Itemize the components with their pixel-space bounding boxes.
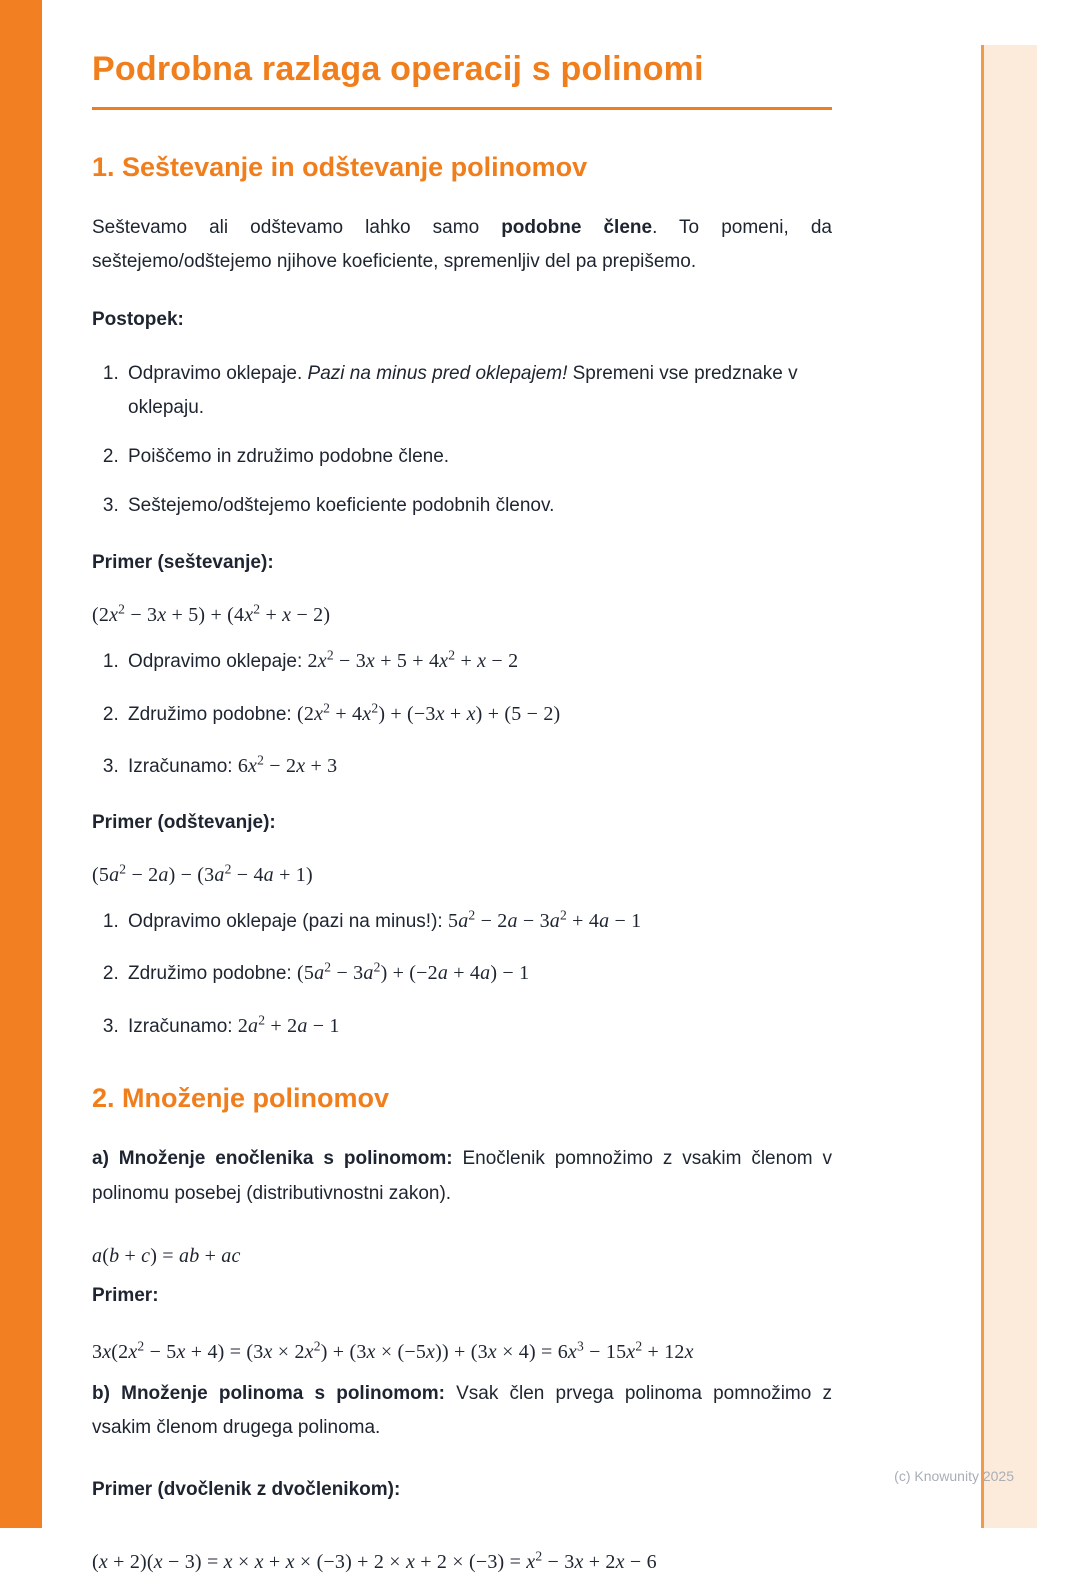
step-text: Združimo podobne: (128, 703, 297, 725)
list-item (124, 751, 832, 782)
step-text: Izračunamo: (128, 1015, 238, 1037)
page-title: Podrobna razlaga operacij s polinomi (92, 50, 832, 110)
postopek-list (92, 357, 832, 522)
step-text-pre: Seštejemo/odštejemo koeficiente podobnih členov. (128, 495, 555, 517)
para-b-text: Vsak člen prvega polinoma pomnožimo z vsakim členom drugega polinoma. (92, 1382, 832, 1438)
intro-text-post: . To pomeni, da seštejemo/odštejemo njihove koeficiente, spremenljiv del pa prepišemo. (92, 217, 832, 273)
formula-subtraction: $(5a^2 - 2a) - (3a^2 - 4a + 1)$ (92, 861, 313, 886)
postopek-label: Postopek: (92, 309, 184, 331)
primer-label: Primer: (92, 1284, 159, 1306)
section-1-intro (92, 211, 832, 279)
example-sub-label: Primer (odštevanje): (92, 811, 276, 833)
step-text: Združimo podobne: (128, 963, 297, 985)
example-binomial-label: Primer (dvočlenik z dvočlenikom): (92, 1479, 401, 1501)
section-2-para-b (92, 1377, 832, 1445)
list-item (124, 357, 832, 424)
para-b-bold-lead: b) Množenje polinoma s polinomom: (92, 1382, 445, 1404)
formula-addition: $(2x^2 - 3x + 5) + (4x^2 + x - 2)$ (92, 601, 331, 627)
section-2-heading: 2. Množenje polinomov (92, 1083, 390, 1114)
step-text-pre: Odpravimo oklepaje. (128, 363, 308, 385)
copyright-note: (c) Knowunity 2025 (894, 1468, 1014, 1484)
section-1-heading: 1. Seštevanje in odštevanje polinomov (92, 152, 588, 182)
section-2-para-a (92, 1142, 832, 1210)
example-add-steps (92, 646, 832, 782)
list-item (124, 489, 832, 522)
list-item (124, 440, 832, 473)
step-math: $(2x^2 + 4x^2) + (-3x + x) + (5 - 2)$ (297, 700, 561, 725)
step-text: Odpravimo oklepaje: (128, 651, 308, 673)
formula-binomial-example: $(x + 2)(x - 3) = x \times x + x \times (-3) + 2 \times x + 2 \times (-3) = x^2 - 3x + 2x - 6$ (92, 1548, 657, 1574)
step-text: Izračunamo: (128, 756, 238, 778)
document-page (92, 50, 832, 1593)
formula-monomial-example: $3x(2x^2 - 5x + 4) = (3x \times 2x^2) + (3x \times (-5x)) + (3x \times 4) = 6x^3 - 15x^2 + 12x$ (92, 1338, 694, 1363)
step-text-post: Spremeni vse predznake v oklepaju. (128, 363, 798, 418)
intro-bold-term: podobne člene (501, 217, 653, 238)
list-item (124, 646, 832, 677)
left-accent-bar (0, 0, 42, 1528)
step-text-pre: Poiščemo in združimo podobne člene. (128, 445, 450, 467)
step-math: $(5a^2 - 3a^2) + (-2a + 4a) - 1$ (297, 959, 530, 985)
example-add-label: Primer (seštevanje): (92, 552, 274, 574)
example-sub-steps (92, 906, 832, 1042)
step-math: $5a^2 - 2a - 3a^2 + 4a - 1$ (447, 907, 642, 932)
list-item (124, 699, 832, 730)
list-item (124, 906, 832, 937)
step-math: $6x^2 - 2x + 3$ (237, 752, 338, 778)
step-text-italic: Pazi na minus pred oklepajem! (307, 363, 568, 385)
step-math: $2x^2 - 3x + 5 + 4x^2 + x - 2$ (307, 647, 519, 673)
step-math: $2a^2 + 2a - 1$ (237, 1012, 340, 1037)
para-a-bold-lead: a) Množenje enočlenika s polinomom: (92, 1148, 453, 1170)
right-margin-strip (981, 45, 1037, 1528)
step-text: Odpravimo oklepaje (pazi na minus!): (128, 910, 448, 932)
list-item (124, 958, 832, 989)
intro-text-pre: Seštevamo ali odštevamo lahko samo (92, 217, 502, 238)
para-a-text: Enočlenik pomnožimo z vsakim členom v polinomu posebej (distributivnostni zakon). (92, 1148, 832, 1204)
formula-distributive-rule: a(b + c) = ab + ac (92, 1244, 241, 1267)
list-item (124, 1011, 832, 1042)
